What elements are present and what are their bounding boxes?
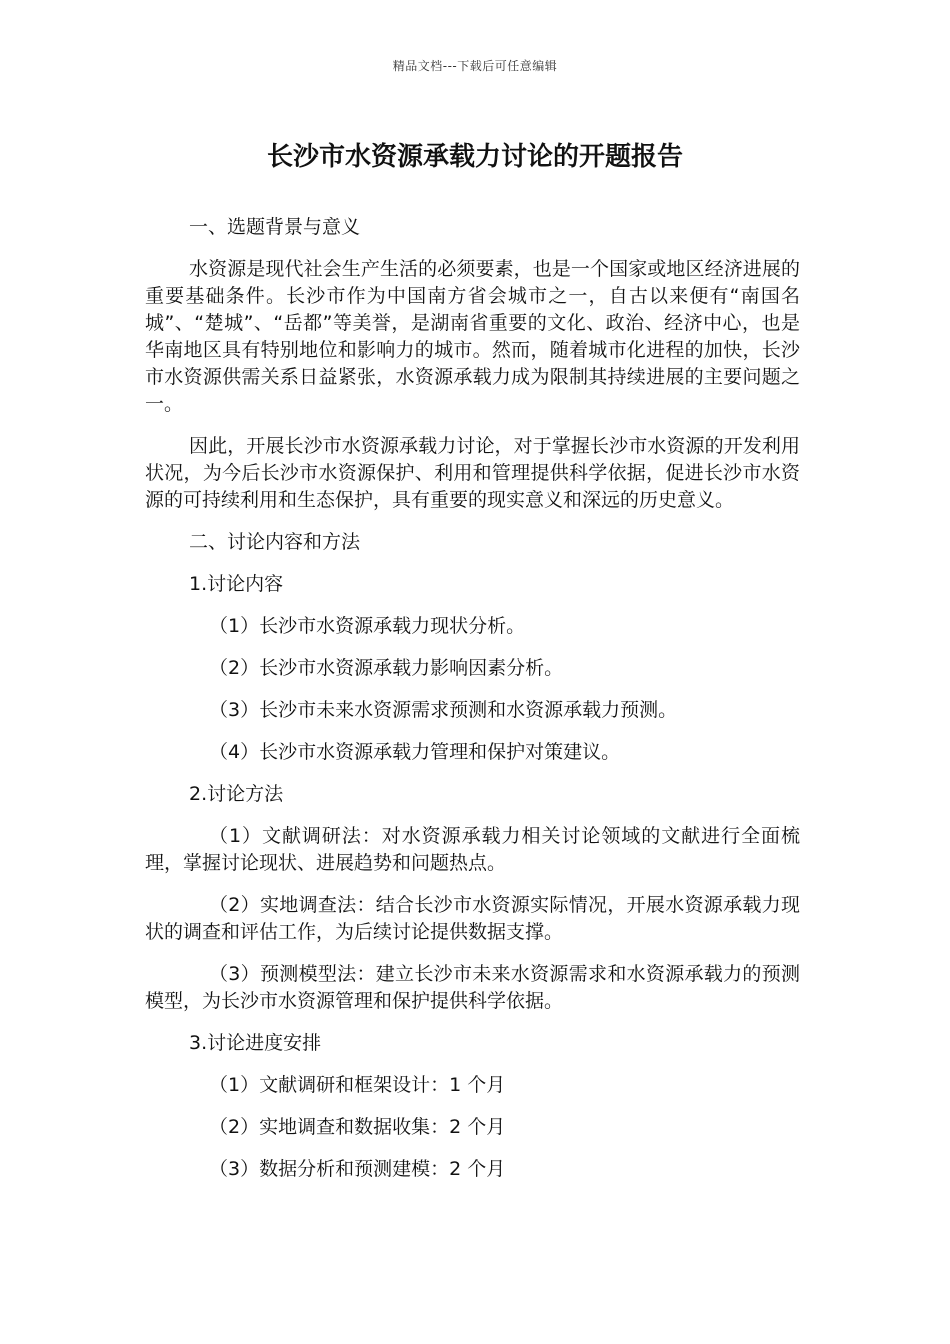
schedule-item: （3）数据分析和预测建模：2 个月 [209,1158,506,1180]
header-note: 精品文档---下载后可任意编辑 [392,59,558,73]
section-heading-background: 一、选题背景与意义 [189,216,361,238]
list-item: （3）长沙市未来水资源需求预测和水资源承载力预测。 [209,699,678,721]
section-heading-content-methods: 二、讨论内容和方法 [189,531,361,553]
subheading-schedule: 3.讨论进度安排 [189,1032,322,1054]
schedule-item: （1）文献调研和框架设计：1 个月 [209,1074,506,1096]
list-item: （1）长沙市水资源承载力现状分析。 [209,615,526,637]
subheading-content: 1.讨论内容 [189,573,284,595]
document-body [145,214,800,1198]
method-item: （2）实地调查法：结合长沙市水资源实际情况，开展水资源承载力现状的调查和评估工作，为后续讨论提供数据支撑。 [145,894,800,943]
paragraph-background: 水资源是现代社会生产生活的必须要素，也是一个国家或地区经济进展的重要基础条件。长沙市作为中国南方省会城市之一，自古以来便有“南国名城”、“楚城”、“岳都”等美誉，是湖南省重要的文化、政治、经济中心，也是华南地区具有特别地位和影响力的城市。然而，随着城市化进程的加快，长沙市水资源供需关系日益紧张，水资源承载力成为限制其持续进展的主要问题之一。 [145,258,800,415]
document-title: 长沙市水资源承载力讨论的开题报告 [266,142,683,172]
list-item: （2）长沙市水资源承载力影响因素分析。 [209,657,564,679]
paragraph-significance: 因此，开展长沙市水资源承载力讨论，对于掌握长沙市水资源的开发利用状况，为今后长沙市水资源保护、利用和管理提供科学依据，促进长沙市水资源的可持续利用和生态保护，具有重要的现实意义和深远的历史意义。 [145,435,800,511]
schedule-item: （2）实地调查和数据收集：2 个月 [209,1116,506,1138]
method-item: （1）文献调研法：对水资源承载力相关讨论领域的文献进行全面梳理，掌握讨论现状、进展趋势和问题热点。 [145,825,800,874]
method-item: （3）预测模型法：建立长沙市未来水资源需求和水资源承载力的预测模型，为长沙市水资源管理和保护提供科学依据。 [145,963,800,1012]
list-item: （4）长沙市水资源承载力管理和保护对策建议。 [209,741,621,763]
subheading-methods: 2.讨论方法 [189,783,284,805]
